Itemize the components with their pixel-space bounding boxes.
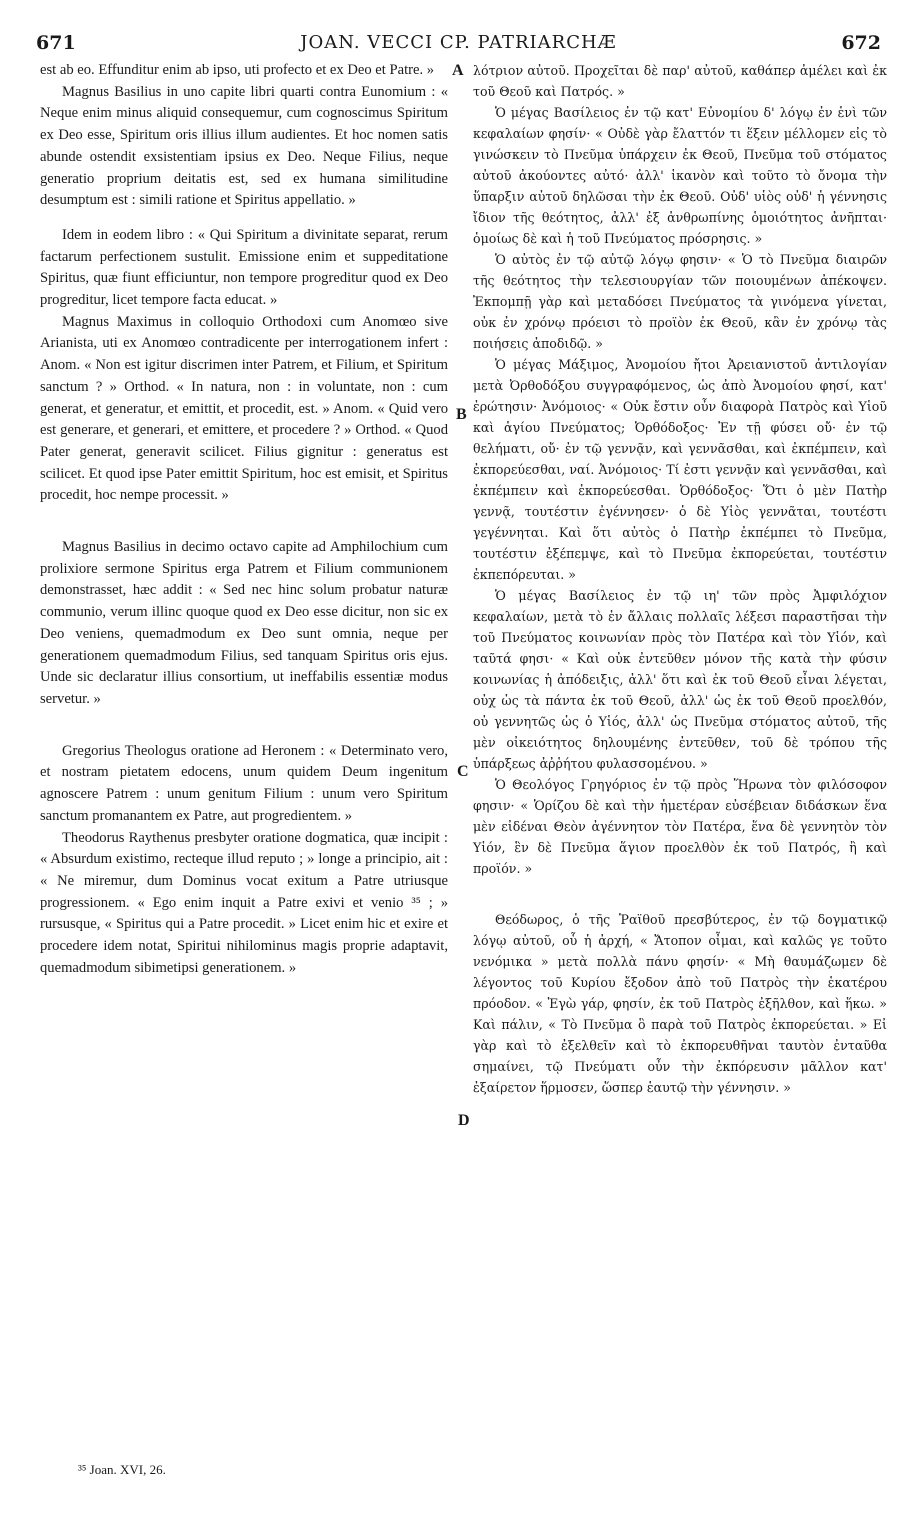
latin-paragraph: Gregorius Theologus oratione ad Heronem : « Determinato vero, et nostram pietatem edocens, unum quidem Deum ingenitum agnoscere Patrem : unum genitum Filium : unum vero Spiritum sanctum promanantem ex Patre, aut progredientem. » — [40, 742, 448, 824]
margin-marker-c: C — [457, 763, 469, 780]
running-title: JOAN. VECCI CP. PATRIARCHÆ — [300, 32, 617, 53]
footnote: ³⁵ Joan. XVI, 26. — [78, 1462, 166, 1477]
latin-paragraph: Magnus Maximus in colloquio Orthodoxi cum Anomœo sive Arianista, uti ex Anomœo contradicente per interrogationem infert : Anom. « Non est igitur discrimen inter Patrem, et Filium, et Spiritum sanctum ? » Orthod. « In natura, non : in voluntate, non : cum generat, et generatur, et emittit, et procedit, est. » Anom. « Quid vero est generare, et generari, et emittere, et procedere ? » Orthod. « Quod Pater generat, generavit scilicet. Filius gignitur : generatus est scilicet. Et quod ipse Pater emittit Spiritum, hoc est emisit, et Spiritus procedit, hoc nempe processit. » — [40, 313, 448, 504]
latin-paragraph: Idem in eodem libro : « Qui Spiritum a divinitate separat, rerum factarum perfectionem sustulit. Emissione enim et suppeditatione Spiritus, quæ fiunt efficiuntur, non tempore progreditur quod ex Deo progreditur, licet tempore facta educat. » — [40, 226, 448, 309]
latin-column — [40, 60, 448, 979]
latin-paragraph: Magnus Basilius in uno capite libri quarti contra Eunomium : « Neque enim minus aliquid consequemur, cum cognoscimus Spiritum ex Deo esse, Spiritum oris illius illum audientes. Et hoc nomen satis abunde ostendit exsistentiam ipsius ex Deo. Neque Filius, neque generatio proprium deitatis est, sed ex humana similitudine desumptum est : simili ratione et Spiritus appellatio. » — [40, 83, 448, 209]
latin-paragraph: Magnus Basilius in decimo octavo capite ad Amphilochium cum prolixiore sermone Spiritus erga Patrem et Filium communionem demonstrasset, hæc addit : « Sed nec hinc solum probatur naturæ communio, verum illinc quoque quod ex Deo esse dicitur, non sic ex Deo veniens, quemadmodum ex Deo sunt omnia, neque per generationem quemadmodum Filius, sed tanquam Spiritus oris ejus. Unde sic declaratur illius consortium, ut ineffabilis essentiæ modus servetur. » — [40, 539, 448, 707]
greek-paragraph: Θεόδωρος, ὁ τῆς Ῥαϊθοῦ πρεσβύτερος, ἐν τῷ δογματικῷ λόγῳ αὐτοῦ, οὗ ἡ ἀρχή, « Ἄτοπον οἶμαι, καὶ καλῶς γε τοῦτο νενόμικα » μετὰ πολλὰ πάνυ φησίν· « Μὴ θαυμάζωμεν δὲ λέγοντος τοῦ Κυρίου ἔξοδον ἀπὸ τοῦ Πατρὸς τὴν ἑκατέρου πρόοδον. « Ἐγὼ γάρ, φησίν, ἐκ τοῦ Πατρὸς ἐξῆλθον, καὶ ἥκω. » Καὶ πάλιν, « Τὸ Πνεῦμα ὃ παρὰ τοῦ Πατρὸς ἐκπορεύεται. » Εἰ γὰρ καὶ τὸ ἐξελθεῖν καὶ τὸ ἐκπορευθῆναι ταυτὸν ἐνταῦθα σημαίνει, τῷ Πνεύματι οὖν τὴν ἐκπόρευσιν μᾶλλον κατ' ἐξαίρετον ἥρμοσεν, ὥσπερ ἑαυτῷ τὴν γέννησιν. » — [473, 912, 887, 1095]
greek-paragraph: Ὁ μέγας Βασίλειος ἐν τῷ ιη' τῶν πρὸς Ἀμφιλόχιον κεφαλαίων, μετὰ τὸ ἐν ἄλλαις πολλαῖς λέξεσι παραστῆσαι τὴν τοῦ Πνεύματος κοινωνίαν πρὸς τὸν Πατέρα καὶ τὸν Υἱόν, καὶ ταῦτά φησι· « Καὶ οὐκ ἐντεῦθεν μόνον τῆς κατὰ τὴν φύσιν κοινωνίας ἡ ἀπόδειξις, ἀλλ' ὅτι καὶ ἐκ τοῦ Θεοῦ εἶναι λέγεται, οὐχ ὡς τὰ πάντα ἐκ τοῦ Θεοῦ, ἀλλ' ὡς ἐκ τοῦ Θεοῦ προελθόν, οὐ γεννητῶς ὡς ὁ Υἱός, ἀλλ' ὡς Πνεῦμα στόματος αὐτοῦ, τῆς μὲν οἰκειότητος δηλουμένης ἐντεῦθεν, τοῦ δὲ τρόπου τῆς ὑπάρξεως ἀῤῥήτου φυλασσομένου. » — [473, 588, 887, 771]
margin-marker-b: B — [456, 406, 467, 423]
greek-column — [473, 60, 887, 1098]
greek-paragraph: Ὁ αὐτὸς ἐν τῷ αὐτῷ λόγῳ φησιν· « Ὁ τὸ Πνεῦμα διαιρῶν τῆς θεότητος τὴν τελεσιουργίαν τῶν ποιουμένων ἀπέκοψεν. Ἐκπομπῇ γὰρ καὶ μεταδόσει Πνεύματος τὰ γινόμενα γίνεται, οὐκ ἐν χρόνῳ πρόεισι τὸ προϊὸν ἐκ Θεοῦ, κἂν ἐν χρόνῳ τὰς ποιήσεις ἀποδιδῷ. » — [473, 252, 887, 351]
margin-marker-a: A — [452, 62, 464, 79]
margin-marker-d: D — [458, 1112, 470, 1129]
latin-paragraph: Theodorus Raythenus presbyter oratione dogmatica, quæ incipit : « Absurdum existimo, recteque illud reputo ; » longe a principio, ait : « Ne miremur, dum Dominus vocat exitum a Patre utriusque progressionem. « Ego enim inquit a Patre exivi et venio ³⁵ ; » rursusque, « Spiritus qui a Patre procedit. » Licet enim hic et exire et procedere idem notat, Spiritui nihilominus magis proprie adaptavit, quemadmodum sibimetipsi generationem. » — [40, 829, 448, 976]
page-header — [36, 32, 881, 56]
right-page-number: 672 — [841, 32, 881, 54]
greek-paragraph: λότριον αὐτοῦ. Προχεῖται δὲ παρ' αὐτοῦ, καθάπερ ἀμέλει καὶ ἐκ τοῦ Θεοῦ καὶ Πατρός. » — [473, 63, 887, 99]
greek-paragraph: Ὁ μέγας Μάξιμος, Ἀνομοίου ἤτοι Ἀρειανιστοῦ ἀντιλογίαν μετὰ Ὀρθοδόξου συγγραφόμενος, ὡς ἀπὸ Ἀνομοίου φησί, κατ' ἐρώτησιν· Ἀνόμοιος· « Οὐκ ἔστιν οὖν διαφορὰ Πατρὸς καὶ Υἱοῦ καὶ ἁγίου Πνεύματος; Ὀρθόδοξος· Ἐν τῇ φύσει οὔ· ἐν τῷ θελήματι, οὔ· ἐν τῷ γεννᾷν, καὶ γεννᾶσθαι, καὶ ἐκπέμπειν, καὶ ἐκπορεύεσθαι, ναί. Ἀνόμοιος· Τί ἐστι γεννᾷν καὶ γεννᾶσθαι, καὶ ἐκπέμπειν καὶ ἐκπορεύεσθαι. Ὀρθόδοξος· Ὅτι ὁ μὲν Πατὴρ γεννᾷ, τουτέστιν ἐγέννησεν· ὁ δὲ Υἱὸς γεννᾶται, τουτέστι γεγέννηται. Καὶ ὅτι αὐτὸς ὁ Πατὴρ ἐκπέμπει τὸ Πνεῦμα, τουτέστιν ἐξέπεμψε, καὶ τὸ Πνεῦμα ἐκπορεύεται, τουτέστιν ἐκπεπόρευται. » — [473, 357, 887, 582]
greek-paragraph: Ὁ Θεολόγος Γρηγόριος ἐν τῷ πρὸς Ἥρωνα τὸν φιλόσοφον φησιν· « Ὁρίζου δὲ καὶ τὴν ἡμετέραν εὐσέβειαν διδάσκων ἕνα μὲν εἰδέναι Θεὸν ἀγέννητον τὸν Πατέρα, ἕνα δὲ γεννητὸν τὸν Υἱόν, ἓν δὲ Πνεῦμα ἅγιον προελθὸν ἐκ τοῦ Πατρός, ἢ καὶ προϊόν. » — [473, 777, 887, 876]
latin-paragraph: est ab eo. Effunditur enim ab ipso, uti profecto et ex Deo et Patre. » — [40, 62, 435, 78]
left-page-number: 671 — [36, 32, 76, 54]
greek-paragraph: Ὁ μέγας Βασίλειος ἐν τῷ κατ' Εὐνομίου δ' λόγῳ ἐν ἑνὶ τῶν κεφαλαίων φησίν· « Οὐδὲ γὰρ ἔλαττόν τι ἕξειν μέλλομεν εἰς τὸ γινώσκειν τὸ Πνεῦμα ὑπάρχειν ἐκ Θεοῦ, Πνεῦμα τοῦ στόματος αὐτοῦ ἀκούοντες αὐτό· ἀλλ' ἱκανὸν καὶ τοῦτο τὸ ὄνομα τὴν ὕπαρξιν αὐτοῦ δηλῶσαι τὴν ἐκ Θεοῦ. Οὐδ' υἱὸς οὐδ' ἡ γέννησις ἴδιον τῆς θεότητος, ἀλλ' ἐξ ἀνθρωπίνης ὁμοιότητος ἀνῆπται· ὁμοίως δὲ καὶ ἡ τοῦ Πνεύματος πρόσρησις. » — [473, 105, 887, 246]
